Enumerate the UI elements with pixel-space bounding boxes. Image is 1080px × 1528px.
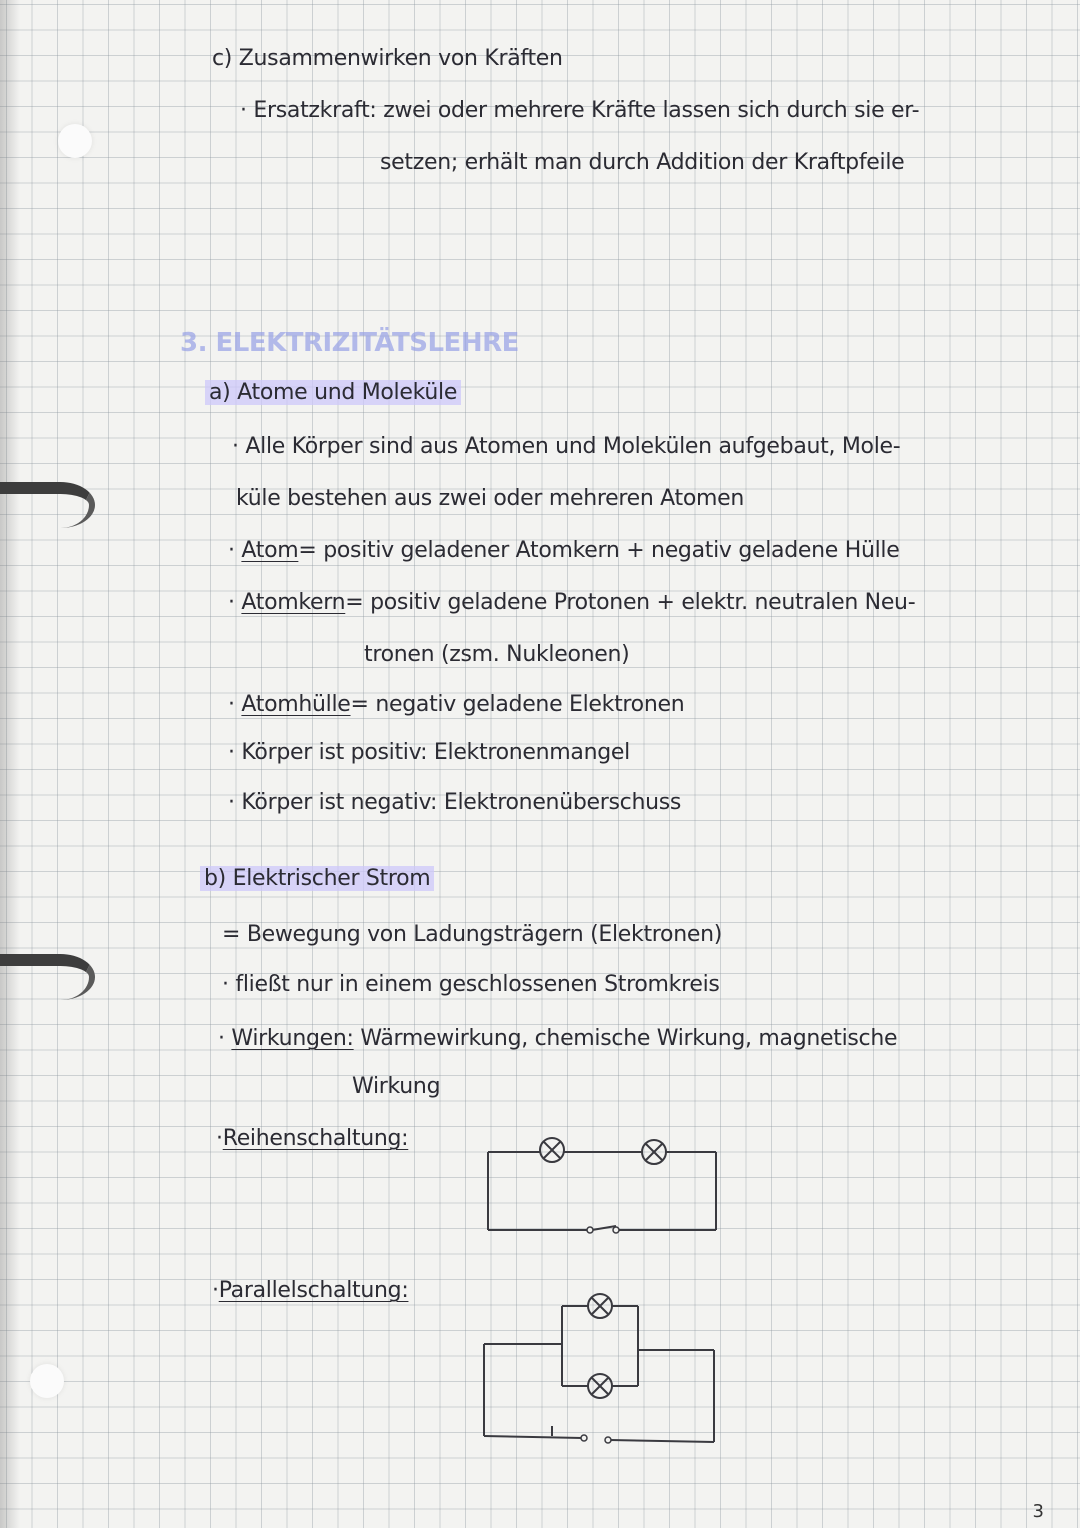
effects-line-1: Wärmewirkung, chemische Wirkung, magnetische — [360, 1026, 898, 1051]
current-definition: = Bewegung von Ladungsträgern (Elektronen) — [222, 922, 722, 947]
parallel-switch-contact-right-icon — [605, 1437, 611, 1443]
atom-def: = positiv geladener Atomkern + negativ geladene Hülle — [298, 538, 900, 563]
lamp-2-icon — [642, 1140, 666, 1164]
page-number: 3 — [1032, 1501, 1044, 1522]
ersatzkraft-line-1: · Ersatzkraft: zwei oder mehrere Kräfte lassen sich durch sie er- — [240, 98, 920, 123]
section-a-heading-text: a) Atome und Moleküle — [205, 380, 461, 405]
atomhuelle-def: = negativ geladene Elektronen — [350, 692, 685, 717]
current-flows: · fließt nur in einem geschlossenen Stromkreis — [222, 972, 720, 997]
atoms-line-1: · Alle Körper sind aus Atomen und Molekülen aufgebaut, Mole- — [232, 434, 901, 459]
series-circuit-label: ·Reihenschaltung: — [216, 1126, 409, 1151]
parallel-lamp-2-icon — [588, 1374, 612, 1398]
atom-definition: · Atom= positiv geladener Atomkern + negativ geladene Hülle — [228, 538, 900, 563]
binder-ring-top — [0, 482, 95, 528]
parallel-switch-contact-left-icon — [581, 1435, 587, 1441]
positive-body: · Körper ist positiv: Elektronenmangel — [228, 740, 630, 765]
atomkern-term: Atomkern — [241, 590, 346, 615]
section-b-heading-text: b) Elektrischer Strom — [200, 866, 434, 891]
atomkern-def: = positiv geladene Protonen + elektr. neutralen Neu- — [345, 590, 916, 615]
page-edge-shadow — [0, 0, 20, 1528]
section-b-heading — [200, 866, 434, 891]
switch-contact-right-icon — [613, 1227, 619, 1233]
atomkern-definition: · Atomkern= positiv geladene Protonen + elektr. neutralen Neu- — [228, 590, 916, 615]
section-a-heading — [205, 380, 461, 405]
parallel-lamp-1-icon — [588, 1294, 612, 1318]
lamp-1-icon — [540, 1138, 564, 1162]
parallel-label-text: Parallelschaltung: — [218, 1278, 409, 1303]
current-effects: · Wirkungen: Wärmewirkung, chemische Wirkung, magnetische — [218, 1026, 898, 1051]
effects-line-2: Wirkung — [352, 1074, 441, 1099]
atomhuelle-term: Atomhülle — [241, 692, 351, 717]
punch-hole-top — [58, 124, 92, 158]
switch-contact-left-icon — [587, 1227, 593, 1233]
punch-hole-bottom — [30, 1364, 64, 1398]
binder-ring-bottom — [0, 954, 95, 1000]
atoms-line-2: küle bestehen aus zwei oder mehreren Atomen — [236, 486, 745, 511]
atomkern-definition-line-2: tronen (zsm. Nukleonen) — [364, 642, 630, 667]
ersatzkraft-line-2: setzen; erhält man durch Addition der Kraftpfeile — [380, 150, 905, 175]
section-c-heading: c) Zusammenwirken von Kräften — [212, 46, 563, 71]
atomhuelle-definition: · Atomhülle= negativ geladene Elektronen — [228, 692, 685, 717]
parallel-circuit-diagram — [476, 1286, 726, 1456]
chapter-3-heading: 3. ELEKTRIZITÄTSLEHRE — [180, 328, 519, 358]
parallel-circuit-label: ·Parallelschaltung: — [212, 1278, 409, 1303]
series-label-text: Reihenschaltung: — [222, 1126, 409, 1151]
series-circuit-diagram — [480, 1132, 730, 1242]
negative-body: · Körper ist negativ: Elektronenüberschuss — [228, 790, 682, 815]
effects-term: Wirkungen: — [231, 1026, 354, 1051]
atom-term: Atom — [241, 538, 299, 563]
